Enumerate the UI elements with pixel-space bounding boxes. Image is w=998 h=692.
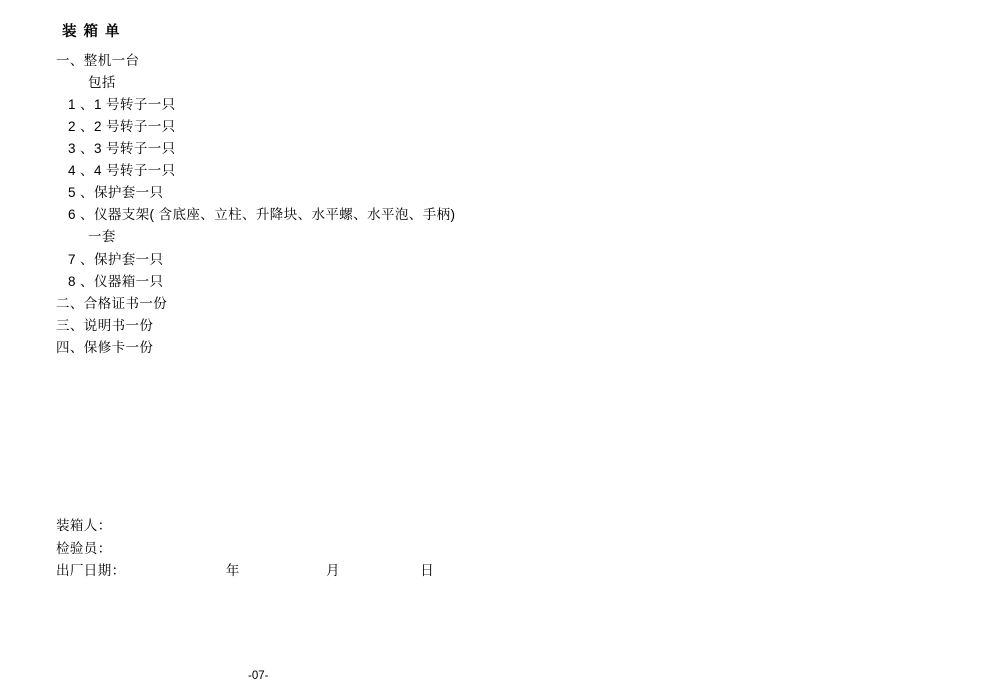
list-item: 一套 [88,229,116,244]
list-item: 包括 [88,75,116,90]
production-date-label: 出厂日期： [56,563,126,578]
list-item: 一、整机一台 [56,53,140,68]
list-item: 三、说明书一份 [56,318,154,333]
page-number: -07- [248,670,269,682]
list-item: 3 、3 号转子一只 [68,141,176,156]
page-title: 装 箱 单 [62,24,122,40]
list-item: 2 、2 号转子一只 [68,119,176,134]
packer-label: 装箱人： [56,518,112,533]
list-item: 6 、仪器支架( 含底座、立柱、升降块、水平螺、水平泡、手柄) [68,207,456,222]
list-item: 5 、保护套一只 [68,185,164,200]
day-label: 日 [420,563,435,578]
production-date-row [56,559,434,579]
list-item: 二、合格证书一份 [56,296,168,311]
list-item: 1 、1 号转子一只 [68,97,176,112]
list-item: 7 、保护套一只 [68,252,164,267]
list-item: 8 、仪器箱一只 [68,274,164,289]
inspector-label: 检验员： [56,541,112,556]
month-label: 月 [326,563,340,578]
list-item: 4 、4 号转子一只 [68,163,176,178]
list-item: 四、保修卡一份 [56,340,154,355]
year-label: 年 [225,563,240,578]
